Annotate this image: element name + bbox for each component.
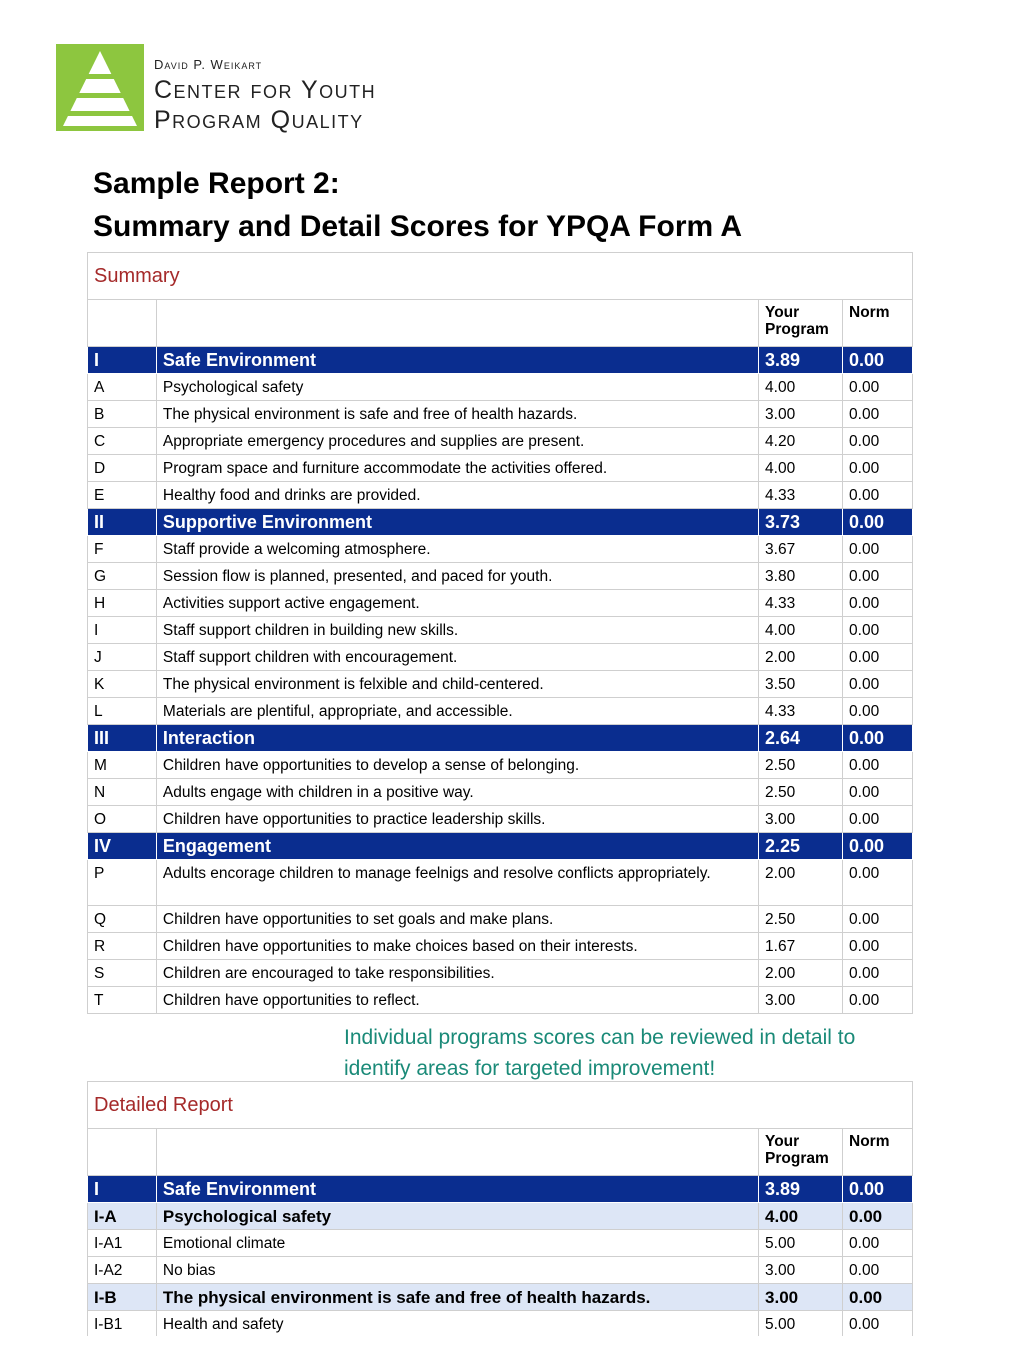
row-program-score: 1.67: [759, 933, 843, 960]
row-program-score: 4.33: [759, 482, 843, 509]
row-id: I: [88, 347, 157, 374]
row-norm-score: 0.00: [843, 644, 913, 671]
table-row: [88, 644, 913, 671]
row-norm-score: 0.00: [843, 806, 913, 833]
row-program-score: 2.64: [759, 725, 843, 752]
row-label: Safe Environment: [156, 1176, 758, 1203]
row-program-score: 5.00: [759, 1230, 843, 1257]
row-id: I-B1: [88, 1311, 157, 1338]
row-label: Session flow is planned, presented, and paced for youth.: [156, 563, 758, 590]
summary-table: [87, 252, 913, 1014]
section-row: [88, 347, 913, 374]
row-program-score: 4.00: [759, 617, 843, 644]
row-label: Staff support children in building new skills.: [156, 617, 758, 644]
row-id: I: [88, 1176, 157, 1203]
pyramid-logo-icon: [56, 44, 146, 132]
logo-subtitle: David P. Weikart: [154, 57, 263, 72]
row-program-score: 4.33: [759, 590, 843, 617]
row-label: Program space and furniture accommodate the activities offered.: [156, 455, 758, 482]
row-norm-score: 0.00: [843, 1176, 913, 1203]
row-label: Children are encouraged to take responsibilities.: [156, 960, 758, 987]
row-label: Children have opportunities to set goals and make plans.: [156, 906, 758, 933]
subsection-row: [88, 1203, 913, 1230]
row-label: Adults engage with children in a positive way.: [156, 779, 758, 806]
row-norm-score: 0.00: [843, 906, 913, 933]
table-row: [88, 906, 913, 933]
row-id: P: [88, 860, 157, 906]
detail-heading: Detailed Report: [88, 1082, 913, 1129]
row-norm-score: 0.00: [843, 987, 913, 1014]
row-norm-score: 0.00: [843, 509, 913, 536]
table-row: [88, 933, 913, 960]
row-id: C: [88, 428, 157, 455]
row-program-score: 2.00: [759, 860, 843, 906]
empty-cell: [156, 300, 758, 347]
row-label: Safe Environment: [156, 347, 758, 374]
row-program-score: 4.00: [759, 374, 843, 401]
row-norm-score: 0.00: [843, 698, 913, 725]
row-program-score: 4.00: [759, 455, 843, 482]
row-program-score: 2.00: [759, 960, 843, 987]
row-program-score: 3.80: [759, 563, 843, 590]
row-label: Staff provide a welcoming atmosphere.: [156, 536, 758, 563]
row-label: Supportive Environment: [156, 509, 758, 536]
title-line-2: Summary and Detail Scores for YPQA Form A: [93, 210, 743, 243]
row-norm-score: 0.00: [843, 933, 913, 960]
row-id: T: [88, 987, 157, 1014]
row-id: A: [88, 374, 157, 401]
row-id: F: [88, 536, 157, 563]
section-row: [88, 725, 913, 752]
table-row: [88, 563, 913, 590]
row-norm-score: 0.00: [843, 428, 913, 455]
row-program-score: 3.00: [759, 987, 843, 1014]
row-id: I-B: [88, 1284, 157, 1311]
col-your-program: Your Program: [759, 300, 843, 347]
row-label: Materials are plentiful, appropriate, and accessible.: [156, 698, 758, 725]
row-id: B: [88, 401, 157, 428]
row-id: H: [88, 590, 157, 617]
row-id: J: [88, 644, 157, 671]
row-norm-score: 0.00: [843, 1203, 913, 1230]
subsection-row: [88, 1284, 913, 1311]
page-bottom: [0, 1336, 1024, 1365]
row-program-score: 3.50: [759, 671, 843, 698]
row-norm-score: 0.00: [843, 536, 913, 563]
section-row: [88, 1176, 913, 1203]
table-row: [88, 960, 913, 987]
row-id: L: [88, 698, 157, 725]
row-label: Healthy food and drinks are provided.: [156, 482, 758, 509]
row-label: Children have opportunities to reflect.: [156, 987, 758, 1014]
row-label: Staff support children with encouragement.: [156, 644, 758, 671]
table-row: [88, 374, 913, 401]
row-id: N: [88, 779, 157, 806]
logo-line-2: Program Quality: [154, 106, 364, 134]
row-norm-score: 0.00: [843, 752, 913, 779]
row-program-score: 3.89: [759, 347, 843, 374]
row-label: Interaction: [156, 725, 758, 752]
empty-cell: [88, 300, 157, 347]
logo-line-1: Center for Youth: [154, 76, 377, 104]
row-label: Activities support active engagement.: [156, 590, 758, 617]
table-row: [88, 671, 913, 698]
row-norm-score: 0.00: [843, 401, 913, 428]
table-row: [88, 752, 913, 779]
row-program-score: 2.25: [759, 833, 843, 860]
detail-table: [87, 1081, 913, 1338]
row-norm-score: 0.00: [843, 374, 913, 401]
table-row: [88, 806, 913, 833]
page-title: [93, 162, 742, 248]
row-label: Children have opportunities to develop a sense of belonging.: [156, 752, 758, 779]
row-norm-score: 0.00: [843, 347, 913, 374]
table-row: [88, 455, 913, 482]
row-label: Adults encorage children to manage feelnigs and resolve conflicts appropriately.: [156, 860, 758, 906]
row-label: Children have opportunities to make choices based on their interests.: [156, 933, 758, 960]
row-program-score: 5.00: [759, 1311, 843, 1338]
row-norm-score: 0.00: [843, 725, 913, 752]
row-id: I-A2: [88, 1257, 157, 1284]
row-norm-score: 0.00: [843, 860, 913, 906]
row-label: Children have opportunities to practice leadership skills.: [156, 806, 758, 833]
row-label: Engagement: [156, 833, 758, 860]
table-row: [88, 1257, 913, 1284]
row-id: I-A: [88, 1203, 157, 1230]
table-row: [88, 1230, 913, 1257]
row-program-score: 3.00: [759, 1284, 843, 1311]
row-label: Psychological safety: [156, 374, 758, 401]
table-row: [88, 860, 913, 906]
table-row: [88, 987, 913, 1014]
row-id: R: [88, 933, 157, 960]
row-label: Emotional climate: [156, 1230, 758, 1257]
section-row: [88, 833, 913, 860]
row-id: IV: [88, 833, 157, 860]
row-norm-score: 0.00: [843, 1284, 913, 1311]
row-program-score: 3.89: [759, 1176, 843, 1203]
summary-heading: Summary: [88, 253, 913, 300]
row-program-score: 3.67: [759, 536, 843, 563]
empty-cell: [156, 1129, 758, 1176]
row-label: The physical environment is safe and free of health hazards.: [156, 401, 758, 428]
row-program-score: 3.00: [759, 806, 843, 833]
row-program-score: 4.20: [759, 428, 843, 455]
row-program-score: 2.50: [759, 906, 843, 933]
row-id: III: [88, 725, 157, 752]
row-norm-score: 0.00: [843, 1257, 913, 1284]
row-id: S: [88, 960, 157, 987]
col-norm: Norm: [843, 300, 913, 347]
logo: [56, 44, 506, 134]
row-id: D: [88, 455, 157, 482]
row-id: E: [88, 482, 157, 509]
table-row: [88, 536, 913, 563]
row-program-score: 3.00: [759, 1257, 843, 1284]
title-line-1: Sample Report 2:: [93, 167, 340, 200]
table-row: [88, 590, 913, 617]
row-id: O: [88, 806, 157, 833]
row-label: The physical environment is safe and free of health hazards.: [156, 1284, 758, 1311]
row-label: Health and safety: [156, 1311, 758, 1338]
table-row: [88, 428, 913, 455]
row-label: Psychological safety: [156, 1203, 758, 1230]
table-row: [88, 401, 913, 428]
row-norm-score: 0.00: [843, 1230, 913, 1257]
table-row: [88, 1311, 913, 1338]
row-program-score: 2.50: [759, 779, 843, 806]
row-norm-score: 0.00: [843, 590, 913, 617]
row-label: The physical environment is felxible and child-centered.: [156, 671, 758, 698]
row-id: I-A1: [88, 1230, 157, 1257]
row-norm-score: 0.00: [843, 671, 913, 698]
table-row: [88, 698, 913, 725]
row-id: I: [88, 617, 157, 644]
section-row: [88, 509, 913, 536]
row-norm-score: 0.00: [843, 482, 913, 509]
row-norm-score: 0.00: [843, 455, 913, 482]
row-program-score: 3.73: [759, 509, 843, 536]
row-program-score: 4.00: [759, 1203, 843, 1230]
row-norm-score: 0.00: [843, 617, 913, 644]
row-program-score: 4.33: [759, 698, 843, 725]
row-id: G: [88, 563, 157, 590]
row-id: K: [88, 671, 157, 698]
row-program-score: 3.00: [759, 401, 843, 428]
row-id: Q: [88, 906, 157, 933]
row-id: M: [88, 752, 157, 779]
table-row: [88, 482, 913, 509]
table-row: [88, 617, 913, 644]
empty-cell: [88, 1129, 157, 1176]
row-norm-score: 0.00: [843, 1311, 913, 1338]
row-norm-score: 0.00: [843, 960, 913, 987]
improvement-note: Individual programs scores can be reviewed in detail to identify areas for targeted improvement!: [344, 1026, 856, 1080]
row-id: II: [88, 509, 157, 536]
row-label: Appropriate emergency procedures and supplies are present.: [156, 428, 758, 455]
row-norm-score: 0.00: [843, 779, 913, 806]
row-norm-score: 0.00: [843, 563, 913, 590]
col-your-program: Your Program: [759, 1129, 843, 1176]
row-program-score: 2.50: [759, 752, 843, 779]
row-norm-score: 0.00: [843, 833, 913, 860]
row-label: No bias: [156, 1257, 758, 1284]
row-program-score: 2.00: [759, 644, 843, 671]
col-norm: Norm: [843, 1129, 913, 1176]
table-row: [88, 779, 913, 806]
